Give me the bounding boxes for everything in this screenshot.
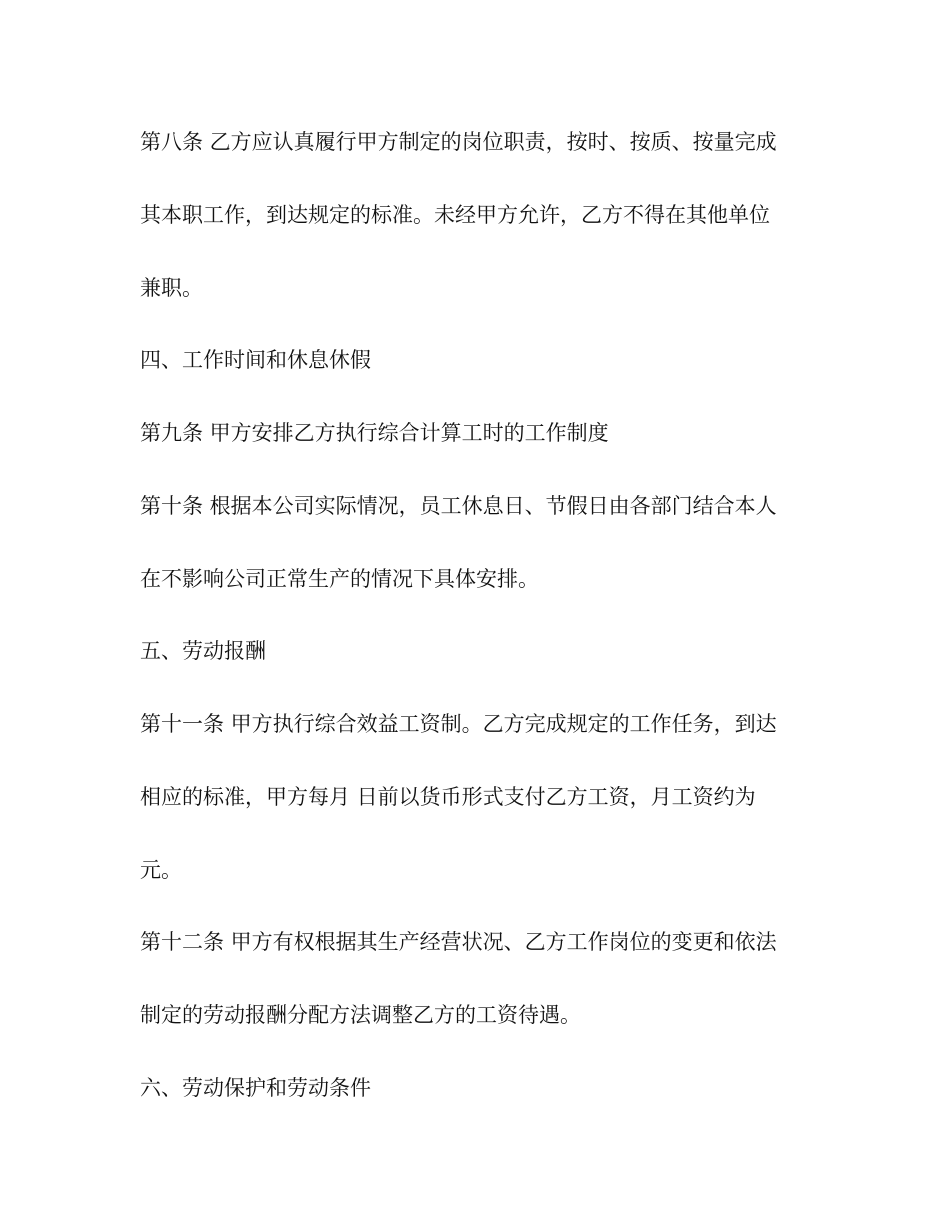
article-11-line-1: 第十一条 甲方执行综合效益工资制。乙方完成规定的工作任务，到达 xyxy=(140,712,777,736)
article-11-line-3: 元。 xyxy=(140,858,182,882)
section-heading-labor-protection: 六、劳动保护和劳动条件 xyxy=(140,1076,371,1100)
article-12-line-1: 第十二条 甲方有权根据其生产经营状况、乙方工作岗位的变更和依法 xyxy=(140,930,777,954)
section-heading-remuneration: 五、劳动报酬 xyxy=(140,639,266,663)
article-10-line-2: 在不影响公司正常生产的情况下具体安排。 xyxy=(140,567,539,591)
article-9-line-1: 第九条 甲方安排乙方执行综合计算工时的工作制度 xyxy=(140,421,609,445)
article-8-line-2: 其本职工作，到达规定的标准。未经甲方允许，乙方不得在其他单位 xyxy=(140,203,770,227)
article-11-line-2: 相应的标准，甲方每月 日前以货币形式支付乙方工资，月工资约为 xyxy=(140,785,756,809)
article-8-line-3: 兼职。 xyxy=(140,276,203,300)
article-10-line-1: 第十条 根据本公司实际情况，员工休息日、节假日由各部门结合本人 xyxy=(140,494,777,518)
article-8-line-1: 第八条 乙方应认真履行甲方制定的岗位职责，按时、按质、按量完成 xyxy=(140,130,777,154)
article-12-line-2: 制定的劳动报酬分配方法调整乙方的工资待遇。 xyxy=(140,1003,581,1027)
section-heading-work-hours: 四、工作时间和休息休假 xyxy=(140,348,371,372)
